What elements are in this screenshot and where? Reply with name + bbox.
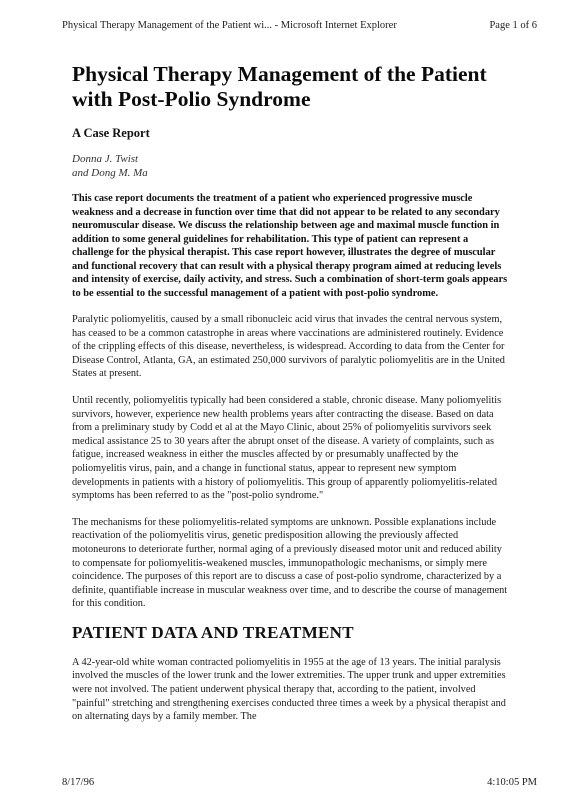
- paragraph-3: The mechanisms for these poliomyelitis-related symptoms are unknown. Possible explanations include reactivation of the poliomyelitis virus, genetic predisposition allowing the previously affected motoneurons to deteriorate further, normal aging of a previously diseased motor unit and reduced ability to compensate for poliomyelitis-weakened muscles, immunopathologic mechanisms, or simply mere coincidence. The purposes of this report are to discuss a case of post-polio syndrome, characterized by a definite, quantifiable increase in muscular weakness over time, and to describe the course of management for this condition.: [72, 516, 508, 610]
- article: [72, 62, 512, 724]
- paragraph-1: Paralytic poliomyelitis, caused by a small ribonucleic acid virus that invades the central nervous system, has ceased to be a common catastrophe in areas where vaccinations are administered routinely. Evidence of the crippling effects of this disease, nevertheless, is widespread. According to data from the Center for Disease Control, Atlanta, GA, an estimated 250,000 survivors of paralytic poliomyelitis are in the United States at present.: [72, 314, 505, 380]
- authors: [72, 152, 512, 180]
- author-2: and Dong M. Ma: [72, 167, 148, 179]
- print-header-title: Physical Therapy Management of the Patient wi... - Microsoft Internet Explorer: [62, 20, 397, 31]
- page-indicator: Page 1 of 6: [489, 20, 537, 31]
- paragraph-2: Until recently, poliomyelitis typically had been considered a stable, chronic disease. Many poliomyelitis survivors, however, experience new health problems years after contracting the disease. Based on data from a preliminary study by Codd et al at the Mayo Clinic, about 25% of poliomyelitis survivors seek medical assistance 25 to 30 years after the abrupt onset of the disease. A variety of complaints, such as fatigue, increased weakness in either the muscles affected by or presumably unaffected by the poliomyelitis virus, pain, and a change in functional status, appear to represent new symptom developments in patients with a history of poliomyelitis. This group of apparently poliomyelitis-related symptoms has been referred to as the "post-polio syndrome.": [72, 394, 502, 502]
- print-header: [62, 20, 537, 31]
- abstract: This case report documents the treatment of a patient who experienced progressive muscle weakness and a decrease in function over time that did not appear to be related to any secondary neuromuscular disease. We discuss the relationship between age and maximal muscle function in addition to some general guidelines for rehabilitation. This type of patient can represent a challenge for the physical therapist. This case report however, illustrates the degree of muscular and functional recovery that can result with a physical therapy program aimed at reducing levels and intensity of exercise, daily activity, and stress. Such a combination of short-term goals appears to be essential to the successful management of a patient with post-polio syndrome.: [72, 193, 508, 299]
- article-subtitle: A Case Report: [72, 126, 150, 140]
- article-title: Physical Therapy Management of the Patient with Post-Polio Syndrome: [72, 62, 487, 111]
- print-date: 8/17/96: [62, 777, 95, 788]
- print-footer: [62, 777, 537, 788]
- print-time: 4:10:05 PM: [487, 777, 537, 788]
- paragraph-4: A 42-year-old white woman contracted poliomyelitis in 1955 at the age of 13 years. The initial paralysis involved the muscles of the lower trunk and the lower extremities. The upper trunk and upper extremities were not involved. The patient underwent physical therapy that, according to the patient, involved "painful" stretching and strengthening exercises conducted three times a week by a physical therapist and on alternating days by a family member. The: [72, 656, 506, 723]
- section-heading: PATIENT DATA AND TREATMENT: [72, 622, 354, 642]
- author-1: Donna J. Twist: [72, 153, 139, 165]
